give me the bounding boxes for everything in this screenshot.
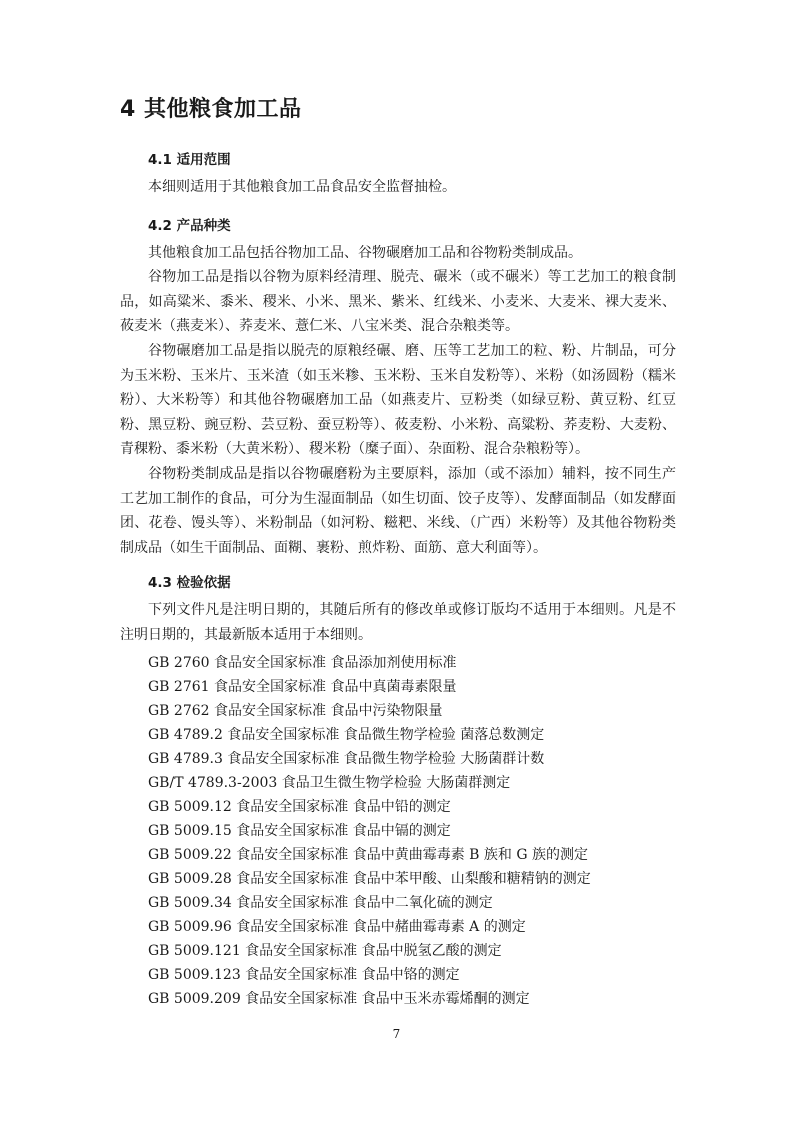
standard-item: GB/T 4789.3-2003 食品卫生微生物学检验 大肠菌群测定 <box>148 775 511 791</box>
section-heading-basis: 4.3 检验依据 <box>148 575 231 591</box>
chapter-title: 4 其他粮食加工品 <box>120 97 302 122</box>
standard-item: GB 5009.28 食品安全国家标准 食品中苯甲酸、山梨酸和糖精钠的测定 <box>148 871 591 887</box>
standard-item: GB 4789.3 食品安全国家标准 食品微生物学检验 大肠菌群计数 <box>148 751 545 767</box>
page-number: 7 <box>392 1027 401 1041</box>
standard-item: GB 5009.123 食品安全国家标准 食品中铬的测定 <box>148 967 460 983</box>
paragraph-milled-products: 谷物碾磨加工品是指以脱壳的原粮经碾、磨、压等工艺加工的粒、粉、片制品，可分为玉米粉、玉米片、玉米渣（如玉米糁、玉米粉、玉米自发粉等）、米粉（如汤圆粉（糯米粉）、大米粉等）和其他谷物碾磨加工品（如燕麦片、豆粉类（如绿豆粉、黄豆粉、红豆粉、黑豆粉、豌豆粉、芸豆粉、蚕豆粉等）、莜麦粉、小米粉、高粱粉、荞麦粉、大麦粉、青稞粉、黍米粉（大黄米粉）、稷米粉（糜子面）、杂面粉、混合杂粮粉等）。 <box>120 343 676 457</box>
standard-item: GB 5009.209 食品安全国家标准 食品中玉米赤霉烯酮的测定 <box>148 991 530 1007</box>
section-heading-scope: 4.1 适用范围 <box>148 152 231 168</box>
standard-item: GB 5009.121 食品安全国家标准 食品中脱氢乙酸的测定 <box>148 943 502 959</box>
standard-item: GB 2761 食品安全国家标准 食品中真菌毒素限量 <box>148 679 457 695</box>
standard-item: GB 5009.22 食品安全国家标准 食品中黄曲霉毒素 B 族和 G 族的测定 <box>148 847 588 863</box>
standard-item: GB 2762 食品安全国家标准 食品中污染物限量 <box>148 703 443 719</box>
section-heading-categories: 4.2 产品种类 <box>148 218 231 234</box>
paragraph-categories-overview: 其他粮食加工品包括谷物加工品、谷物碾磨加工品和谷物粉类制成品。 <box>148 245 582 261</box>
standard-item: GB 2760 食品安全国家标准 食品添加剂使用标准 <box>148 655 457 671</box>
paragraph-basis-intro: 下列文件凡是注明日期的，其随后所有的修改单或修订版均不适用于本细则。凡是不注明日期的，其最新版本适用于本细则。 <box>120 602 676 643</box>
standard-item: GB 5009.12 食品安全国家标准 食品中铅的测定 <box>148 799 451 815</box>
standard-item: GB 5009.15 食品安全国家标准 食品中镉的测定 <box>148 823 451 839</box>
paragraph-grain-products: 谷物加工品是指以谷物为原料经清理、脱壳、碾米（或不碾米）等工艺加工的粮食制品，如高粱米、黍米、稷米、小米、黑米、紫米、红线米、小麦米、大麦米、裸大麦米、莜麦米（燕麦米）、荞麦米、薏仁米、八宝米类、混合杂粮类等。 <box>120 269 676 334</box>
standard-item: GB 4789.2 食品安全国家标准 食品微生物学检验 菌落总数测定 <box>148 727 545 743</box>
standard-item: GB 5009.34 食品安全国家标准 食品中二氧化硫的测定 <box>148 895 493 911</box>
standard-item: GB 5009.96 食品安全国家标准 食品中赭曲霉毒素 A 的测定 <box>148 919 526 935</box>
paragraph-flour-products: 谷物粉类制成品是指以谷物碾磨粉为主要原料，添加（或不添加）辅料，按不同生产工艺加工制作的食品，可分为生湿面制品（如生切面、饺子皮等）、发酵面制品（如发酵面团、花卷、馒头等）、米粉制品（如河粉、糍粑、米线、（广西）米粉等）及其他谷物粉类制成品（如生干面制品、面糊、裹粉、煎炸粉、面筋、意大利面等）。 <box>120 466 676 556</box>
paragraph-scope: 本细则适用于其他粮食加工品食品安全监督抽检。 <box>148 179 456 195</box>
